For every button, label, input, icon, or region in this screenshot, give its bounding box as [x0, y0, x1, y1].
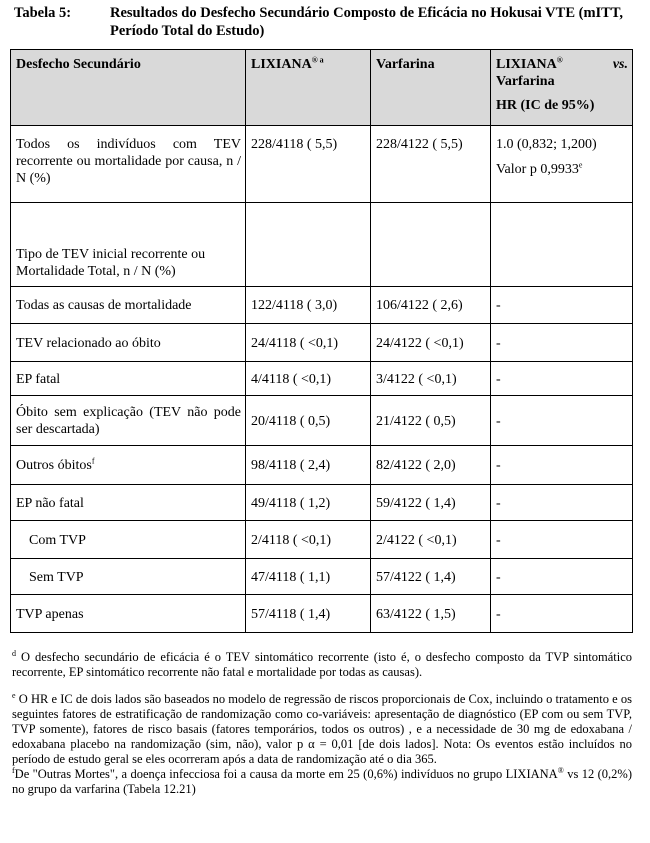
lixiana-value: 122/4118 ( 3,0) [246, 287, 371, 324]
row-label: TEV relacionado ao óbito [11, 324, 246, 362]
warfarin-value [371, 203, 491, 287]
row-label: EP não fatal [11, 485, 246, 521]
lixiana-value: 2/4118 ( <0,1) [246, 521, 371, 559]
hr-value [491, 203, 633, 287]
table-number: Tabela 5: [14, 5, 72, 21]
header-comparison: LIXIANA® vs. Varfarina HR (IC de 95%) [491, 50, 633, 126]
hr-value: - [491, 287, 633, 324]
row-label: Outros óbitos$^f$ [11, 446, 246, 485]
table-row [11, 485, 633, 521]
lixiana-value: 47/4118 ( 1,1) [246, 559, 371, 595]
warfarin-value: 82/4122 ( 2,0) [371, 446, 491, 485]
warfarin-value: 2/4122 ( <0,1) [371, 521, 491, 559]
footnote-f: $^f$De "Outras Mortes", a doença infecciosa foi a causa da morte em 25 (0,6%) indivíduos no grupo LIXIANA® vs 12 (0,2%) no grupo da varfarina (Tabela 12.21) [12, 765, 633, 796]
table-caption: Resultados do Desfecho Secundário Composto de Eficácia no Hokusai VTE (mITT, Período Total do Estudo) [110, 5, 624, 39]
lixiana-value: 98/4118 ( 2,4) [246, 446, 371, 485]
footnote-e: $^e$ O HR e IC de dois lados são baseados no modelo de regressão de riscos proporcionais de Cox, incluindo o tratamento e os seguintes fatores de estratificação de randomização como co-variáveis: apresentação de diagnóstico (EP com ou sem TVP, TVP somente), fatores de risco basais (fatores temporários, todos os outros) , e a necessidade de 30 mg de edoxabana / edoxabana placebo na randomização (sim, não), valor p α = 0,01 [de dois lados]. Nota: Os eventos estão incluídos no período de estudo geral se eles ocorreram após a data de randomização até o dia 365. [12, 690, 632, 766]
table-row [11, 396, 633, 446]
row-label: TVP apenas [11, 595, 246, 633]
row-label: Todas as causas de mortalidade [11, 287, 246, 324]
lixiana-value: 57/4118 ( 1,4) [246, 595, 371, 633]
table-row [11, 287, 633, 324]
table-row [11, 203, 633, 287]
row-label: Sem TVP [11, 559, 246, 595]
header-secondary-outcome: Desfecho Secundário [11, 50, 246, 126]
hr-value: - [491, 521, 633, 559]
lixiana-value: 20/4118 ( 0,5) [246, 396, 371, 446]
hr-value: - [491, 559, 633, 595]
row-label: Óbito sem explicação (TEV não pode ser descartada) [11, 396, 246, 446]
hr-value: 1.0 (0,832; 1,200) Valor p 0,9933e [491, 126, 633, 203]
row-label: Tipo de TEV inicial recorrente ou Mortalidade Total, n / N (%) [11, 203, 246, 287]
table-row [11, 362, 633, 396]
table-row [11, 324, 633, 362]
hr-value: - [491, 362, 633, 396]
lixiana-value: 24/4118 ( <0,1) [246, 324, 371, 362]
warfarin-value: 57/4122 ( 1,4) [371, 559, 491, 595]
table-row [11, 446, 633, 485]
warfarin-value: 228/4122 ( 5,5) [371, 126, 491, 203]
row-label: Com TVP [11, 521, 246, 559]
hr-value: - [491, 446, 633, 485]
lixiana-value: 4/4118 ( <0,1) [246, 362, 371, 396]
table-row [11, 521, 633, 559]
warfarin-value: 63/4122 ( 1,5) [371, 595, 491, 633]
hr-value: - [491, 485, 633, 521]
lixiana-value [246, 203, 371, 287]
header-lixiana: $LIXIANA^{® a}$ [246, 50, 371, 126]
header-warfarin: Varfarina [371, 50, 491, 126]
lixiana-value: 228/4118 ( 5,5) [246, 126, 371, 203]
lixiana-value: 49/4118 ( 1,2) [246, 485, 371, 521]
hr-value: - [491, 595, 633, 633]
warfarin-value: 59/4122 ( 1,4) [371, 485, 491, 521]
table-row [11, 595, 633, 633]
warfarin-value: 21/4122 ( 0,5) [371, 396, 491, 446]
row-label: EP fatal [11, 362, 246, 396]
warfarin-value: 106/4122 ( 2,6) [371, 287, 491, 324]
results-table [10, 49, 633, 633]
hr-value: - [491, 324, 633, 362]
row-label: Todos os indivíduos com TEV recorrente ou mortalidade por causa, n / N (%) [11, 126, 246, 203]
table-row [11, 559, 633, 595]
hr-value: - [491, 396, 633, 446]
warfarin-value: 24/4122 ( <0,1) [371, 324, 491, 362]
warfarin-value: 3/4122 ( <0,1) [371, 362, 491, 396]
footnote-d: $^d$ O desfecho secundário de eficácia é o TEV sintomático recorrente (isto é, o desfecho composto da TVP sintomático recorrente, EP sintomático recorrente não fatal e mortalidade por todas as causas). [12, 648, 632, 679]
footnotes [12, 650, 632, 797]
header-row [11, 50, 633, 126]
table-row [11, 126, 633, 203]
